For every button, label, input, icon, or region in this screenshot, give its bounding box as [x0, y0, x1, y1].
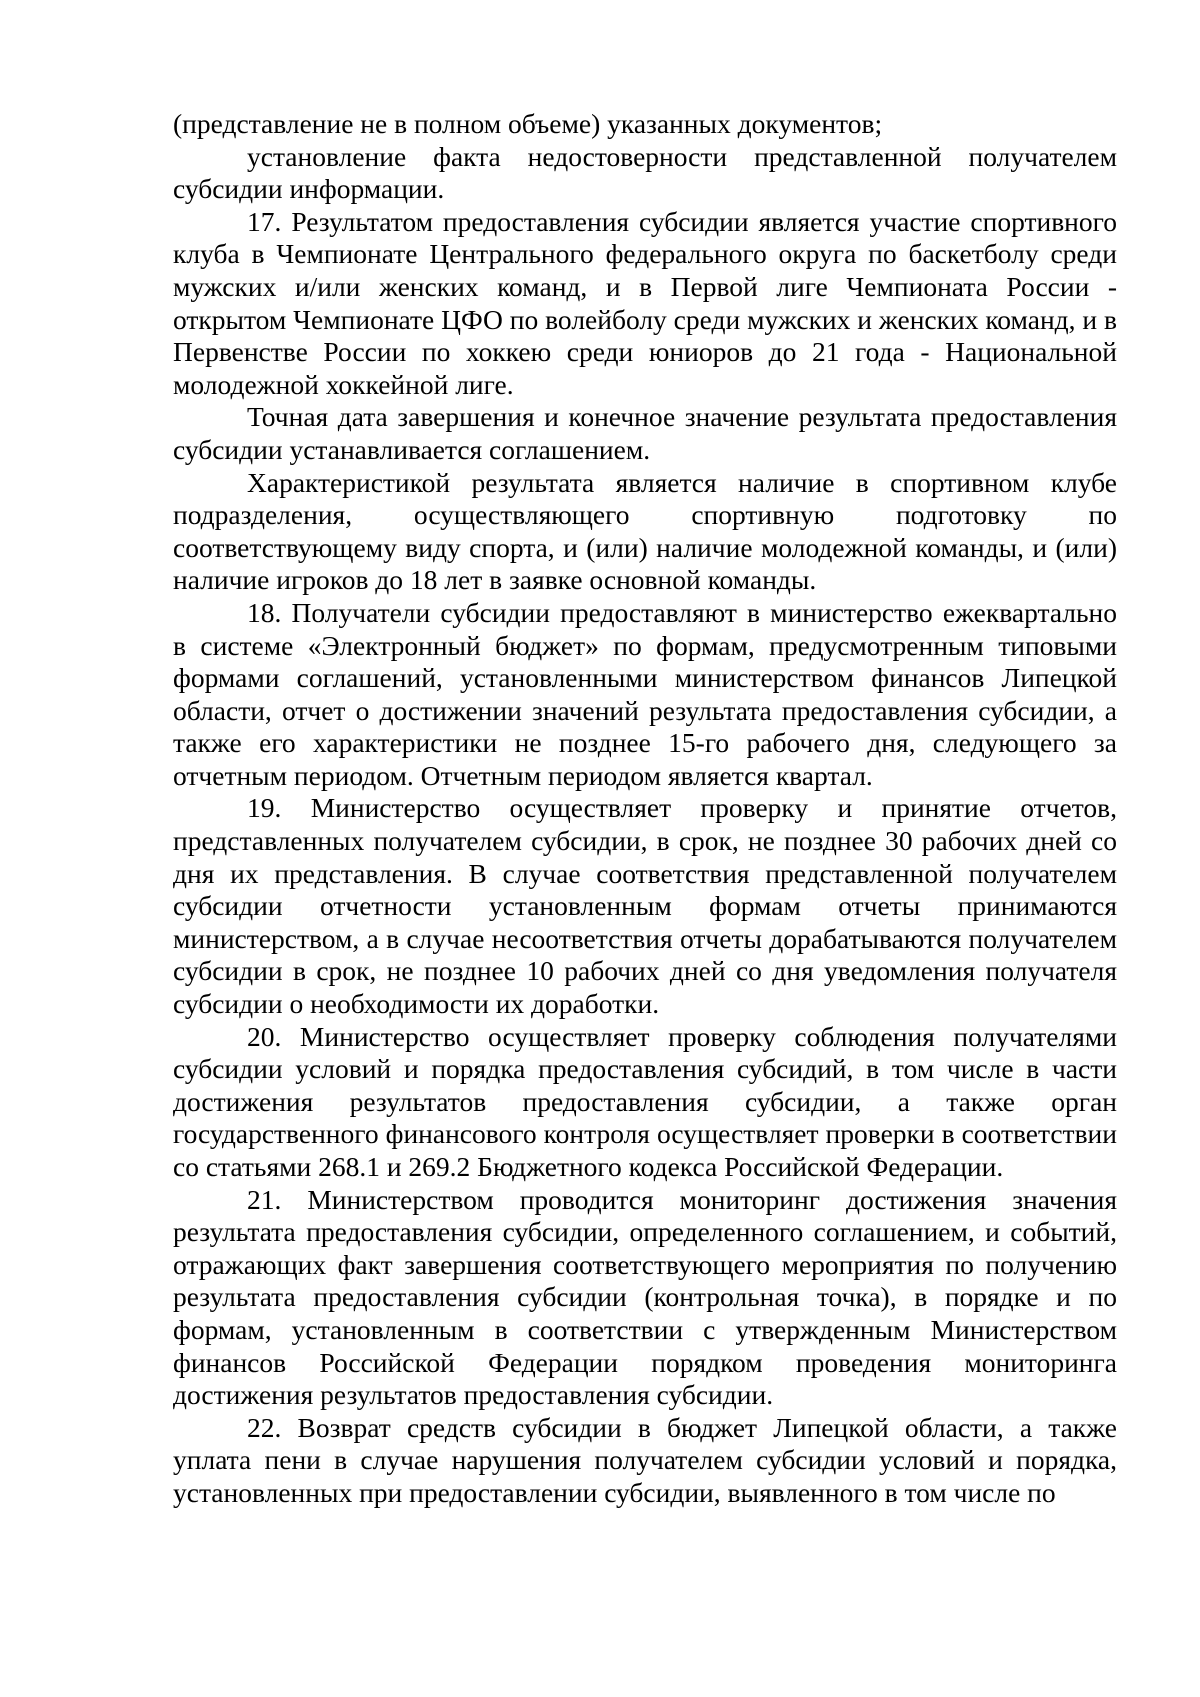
- paragraph-20-compliance: 20. Министерство осуществляет проверку соблюдения получателями субсидии условий и порядка предоставления субсидий, в том числе в части достижения результатов предоставления субсидии, а также орган государственного финансового контроля осуществляет проверки в соответствии со статьями 268.1 и 269.2 Бюджетного кодекса Российской Федерации.: [173, 1020, 1117, 1182]
- paragraph-21-monitoring: 21. Министерством проводится мониторинг достижения значения результата предоставления субсидии, определенного соглашением, и событий, отражающих факт завершения соответствующего мероприятия по получению результата предоставления субсидии (контрольная точка), в порядке и по формам, установленным в соответствии с утвержденным Министерством финансов Российской Федерации порядком проведения мониторинга достижения результатов предоставления субсидии.: [173, 1183, 1117, 1411]
- paragraph-continuation: (представление не в полном объеме) указанных документов;: [173, 108, 883, 139]
- paragraph-exact-date: Точная дата завершения и конечное значение результата предоставления субсидии устанавливается соглашением.: [173, 401, 1117, 465]
- paragraph-19-verification: 19. Министерство осуществляет проверку и принятие отчетов, представленных получателем субсидии, в срок, не позднее 30 рабочих дней со дня их представления. В случае соответствия представленной получателем субсидии отчетности установленным формам отчеты принимаются министерством, а в случае несоответствия отчеты дорабатываются получателем субсидии в срок, не позднее 10 рабочих дней со дня уведомления получателя субсидии о необходимости их доработки.: [173, 792, 1117, 1020]
- paragraph-17-result: 17. Результатом предоставления субсидии является участие спортивного клуба в Чемпионате Центрального федерального округа по баскетболу среди мужских и/или женских команд, и в Первой лиге Чемпионата России - открытом Чемпионате ЦФО по волейболу среди мужских и женских команд, и в Первенстве России по хоккею среди юниоров до 21 года - Национальной молодежной хоккейной лиге.: [173, 205, 1117, 400]
- paragraph-18-reports: 18. Получатели субсидии предоставляют в министерство ежеквартально в системе «Электронный бюджет» по формам, предусмотренным типовыми формами соглашений, установленными министерством финансов Липецкой области, отчет о достижении значений результата предоставления субсидии, а также его характеристики не позднее 15-го рабочего дня, следующего за отчетным периодом. Отчетным периодом является квартал.: [173, 596, 1117, 791]
- paragraph-22-refund: 22. Возврат средств субсидии в бюджет Липецкой области, а также уплата пени в случае нарушения получателем субсидии условий и порядка, установленных при предоставлении субсидии, выявленного в том числе по: [173, 1411, 1117, 1508]
- paragraph-unreliable-info: установление факта недостоверности представленной получателем субсидии информации.: [173, 140, 1117, 205]
- paragraph-characteristic: Характеристикой результата является наличие в спортивном клубе подразделения, осуществляющего спортивную подготовку по соответствующему виду спорта, и (или) наличие молодежной команды, и (или) наличие игроков до 18 лет в заявке основной команды.: [173, 466, 1117, 596]
